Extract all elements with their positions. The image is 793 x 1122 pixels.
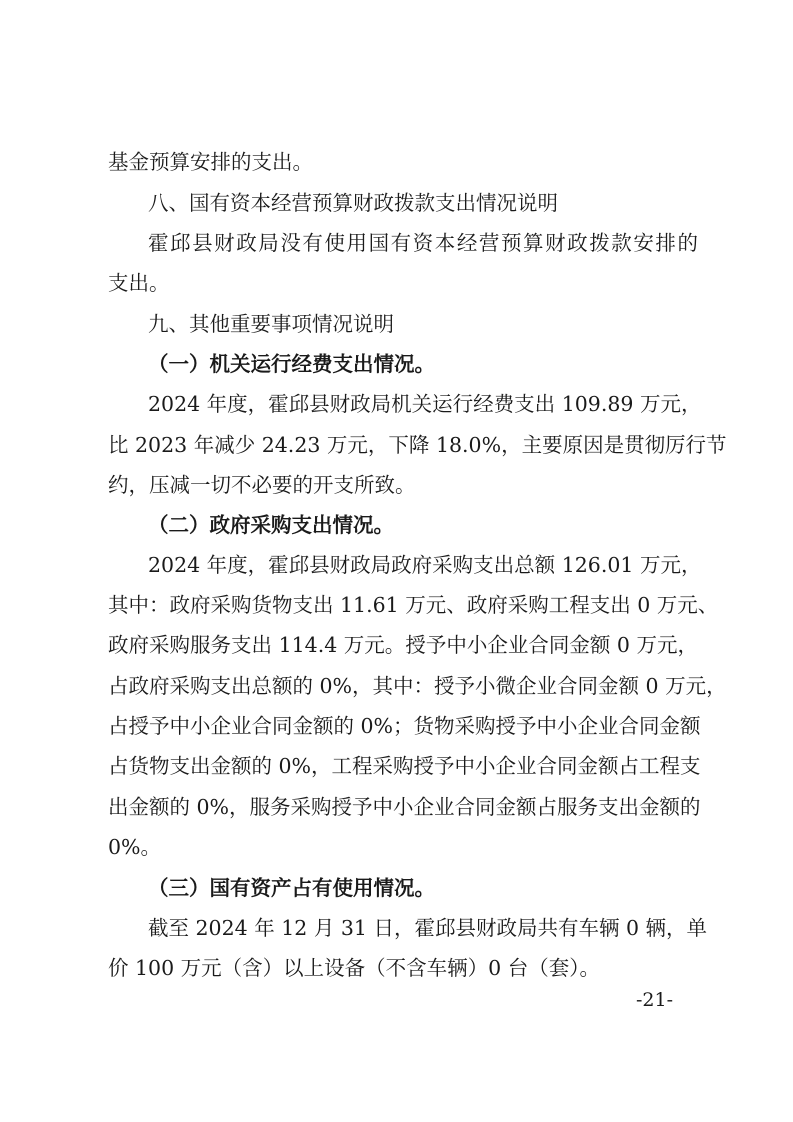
paragraph-line: 占授予中小企业合同金额的 0%；货物采购授予中小企业合同金额 xyxy=(108,714,701,738)
paragraph-line: 支出。 xyxy=(108,271,170,295)
paragraph-line: 2024 年度，霍邱县财政局机关运行经费支出 109.89 万元， xyxy=(148,392,702,416)
paragraph-line: 政府采购服务支出 114.4 万元。授予中小企业合同金额 0 万元， xyxy=(108,633,698,657)
paragraph-line: 约，压减一切不必要的开支所致。 xyxy=(108,473,416,497)
subsection-heading-2: （二）政府采购支出情况。 xyxy=(148,513,394,537)
subsection-heading-1: （一）机关运行经费支出情况。 xyxy=(148,352,435,376)
paragraph-line: 比 2023 年减少 24.23 万元，下降 18.0%，主要原因是贯彻厉行节 xyxy=(108,433,727,457)
subsection-heading-3: （三）国有资产占有使用情况。 xyxy=(148,876,435,900)
paragraph-line: 其中：政府采购货物支出 11.61 万元、政府采购工程支出 0 万元、 xyxy=(108,593,719,617)
section-heading-9: 九、其他重要事项情况说明 xyxy=(148,312,394,336)
paragraph-line: 占政府采购支出总额的 0%，其中：授予小微企业合同金额 0 万元， xyxy=(108,674,727,698)
paragraph-line: 占货物支出金额的 0%，工程采购授予中小企业合同金额占工程支 xyxy=(108,754,701,778)
paragraph-line: 截至 2024 年 12 月 31 日，霍邱县财政局共有车辆 0 辆，单 xyxy=(148,916,708,940)
section-heading-8: 八、国有资本经营预算财政拨款支出情况说明 xyxy=(148,191,558,215)
paragraph-line: 价 100 万元（含）以上设备（不含车辆）0 台（套）。 xyxy=(108,956,600,980)
paragraph-line: 霍邱县财政局没有使用国有资本经营预算财政拨款安排的 xyxy=(148,231,698,255)
paragraph-line: 出金额的 0%，服务采购授予中小企业合同金额占服务支出金额的 xyxy=(108,795,701,819)
page-number: -21- xyxy=(636,989,674,1011)
paragraph-line: 基金预算安排的支出。 xyxy=(108,150,313,174)
paragraph-line: 0%。 xyxy=(108,835,162,859)
paragraph-line: 2024 年度，霍邱县财政局政府采购支出总额 126.01 万元， xyxy=(148,553,702,577)
